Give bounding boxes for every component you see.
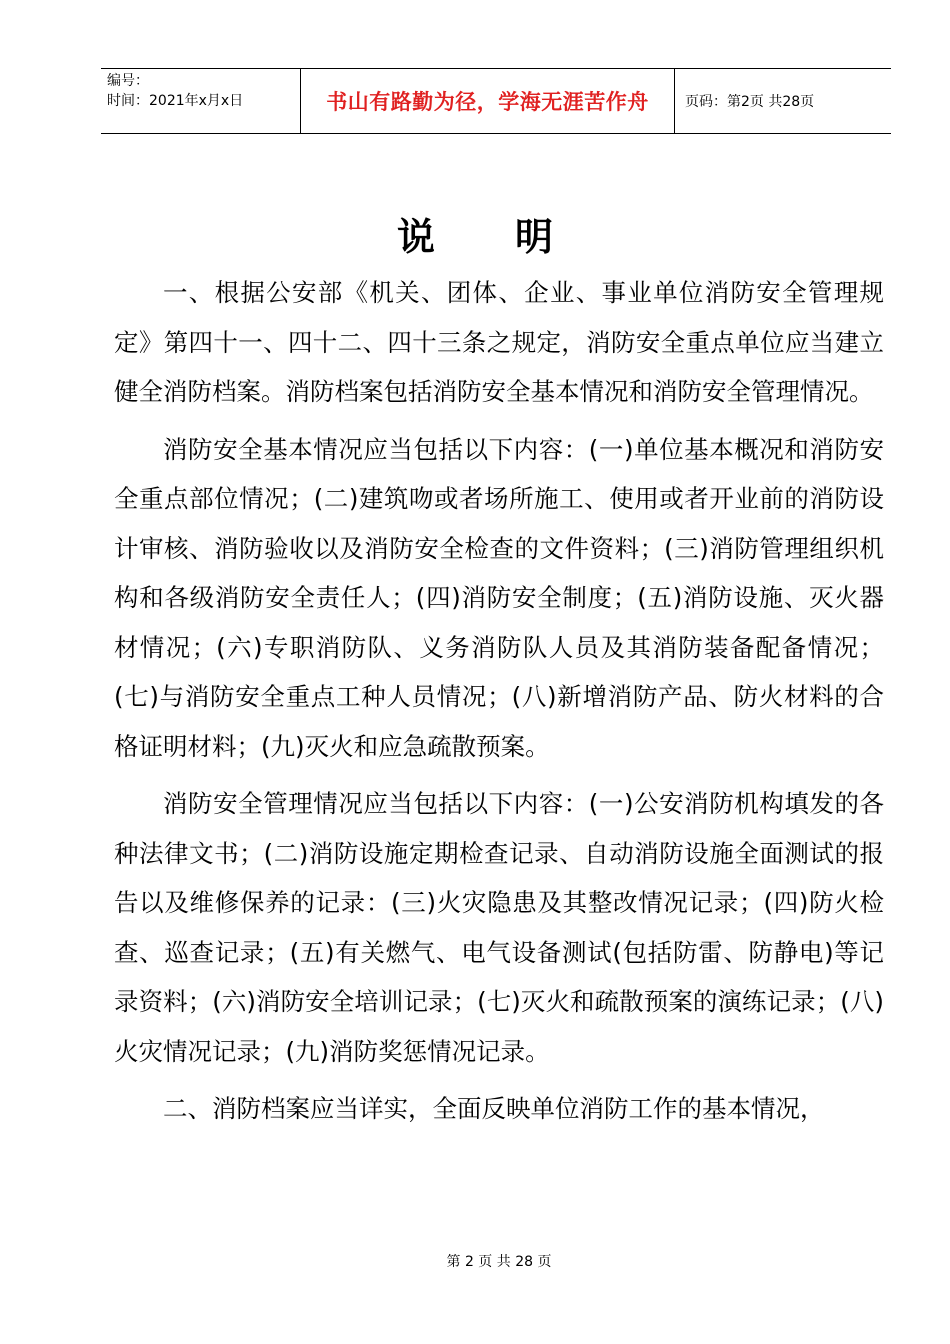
body-paragraph: 消防安全基本情况应当包括以下内容：(一)单位基本概况和消防安全重点部位情况；(二)建筑吻或者场所施工、使用或者开业前的消防设计审核、消防验收以及消防安全检查的文件资料；(三)消防管理组织机构和各级消防安全责任人；(四)消防安全制度；(五)消防设施、灭火器材情况；(六)专职消防队、义务消防队人员及其消防装备配备情况；(七)与消防安全重点工种人员情况；(八)新增消防产品、防火材料的合格证明材料；(九)灭火和应急疏散预案。 bbox=[114, 434, 884, 761]
page-header bbox=[101, 68, 891, 134]
body-paragraph: 一、根据公安部《机关、团体、企业、事业单位消防安全管理规定》第四十一、四十二、四十三条之规定，消防安全重点单位应当建立健全消防档案。消防档案包括消防安全基本情况和消防安全管理情况。 bbox=[114, 278, 884, 406]
document-number-label: 编号： bbox=[107, 73, 149, 89]
header-motto: 书山有路勤为径，学海无涯苦作舟 bbox=[301, 69, 675, 133]
page-footer: 第 2 页 共 28 页 bbox=[446, 1254, 552, 1270]
document-title: 说明 bbox=[396, 215, 633, 259]
body-paragraph: 消防安全管理情况应当包括以下内容：(一)公安消防机构填发的各种法律文书；(二)消防设施定期检查记录、自动消防设施全面测试的报告以及维修保养的记录：(三)火灾隐患及其整改情况记录；(四)防火检查、巡查记录；(五)有关燃气、电气设备测试(包括防雷、防静电)等记录资料；(六)消防安全培训记录；(七)灭火和疏散预案的演练记录；(八)火灾情况记录；(九)消防奖惩情况记录。 bbox=[114, 789, 884, 1066]
body-paragraph: 二、消防档案应当详实，全面反映单位消防工作的基本情况， bbox=[163, 1094, 825, 1123]
header-meta bbox=[101, 69, 301, 133]
header-page-info: 页码：第2页 共28页 bbox=[685, 94, 815, 110]
document-body bbox=[114, 268, 884, 1134]
document-time-label: 时间：2021年x月x日 bbox=[107, 93, 244, 109]
